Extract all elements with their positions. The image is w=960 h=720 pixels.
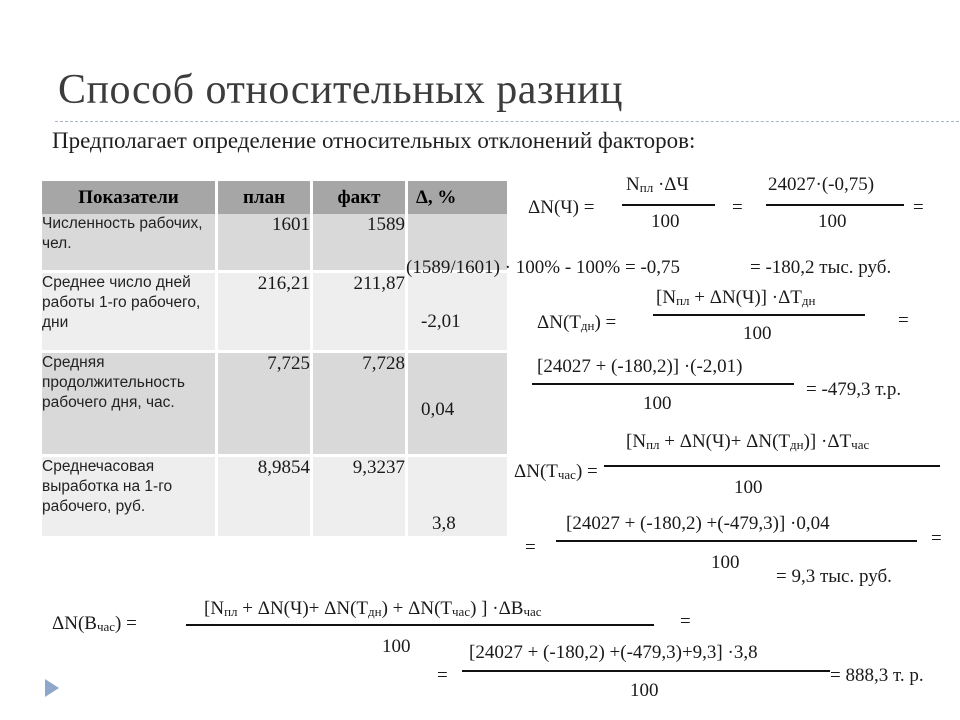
formula-ntchas-denominator: 100 xyxy=(734,477,763,498)
cell-fact: 211,87 xyxy=(312,271,407,351)
formula-nvchas-fraction-line xyxy=(186,624,654,626)
formula-nvchas-result: = 888,3 т. р. xyxy=(830,665,924,686)
formula-nvchas-numerator-values: [24027 + (-180,2) +(-479,3)+9,3] ·3,8 xyxy=(469,642,758,663)
formula-ntchas-result: = 9,3 тыс. руб. xyxy=(776,566,892,587)
formula-ntchas-numerator: $[N_{пл} + \Delta N(Ч)+ \Delta N(Т_{дн})] \cdot\Delta Т_{час}$ xyxy=(626,431,870,452)
cell-delta xyxy=(407,455,509,537)
cell-indicator: Средняя продолжительность рабочего дня, час. xyxy=(42,351,217,455)
formula-nvchas-denominator-2: 100 xyxy=(630,680,659,701)
formula-nvchas-equals-left: = xyxy=(437,665,448,686)
formula-ntchas-fraction-line xyxy=(604,465,940,467)
formula-nvchas-fraction-line-2 xyxy=(462,670,830,672)
cell-fact: 9,3237 xyxy=(312,455,407,537)
formula-nvchas-denominator: 100 xyxy=(382,636,411,657)
formula-nvchas-lhs: $\Delta N(В_{час})$ = xyxy=(52,613,137,634)
header-fact: факт xyxy=(312,181,407,214)
formula-ntdn-numerator-values: [24027 + (-180,2)] ·(-2,01) xyxy=(537,356,743,377)
cell-delta xyxy=(407,351,509,455)
cell-fact: 1589 xyxy=(312,214,407,271)
formula-ntdn-fraction-line-2 xyxy=(532,383,794,385)
formula-ntchas-equals-right: = xyxy=(931,528,942,549)
cell-fact: 7,728 xyxy=(312,351,407,455)
delta-value: 0,04 xyxy=(421,398,455,420)
table-row xyxy=(42,271,509,351)
delta-formula-workers: (1589/1601) · 100% - 100% = -0,75 xyxy=(406,257,681,278)
cell-plan: 7,725 xyxy=(217,351,312,455)
cell-indicator: Среднечасовая выработка на 1-го рабочего, руб. xyxy=(42,455,217,537)
formula-nch-denominator: 100 xyxy=(651,211,680,232)
cell-indicator: Численность рабочих, чел. xyxy=(42,214,217,271)
table-row xyxy=(42,455,509,537)
formula-ntdn-fraction-line xyxy=(653,314,865,316)
bullet-arrow-icon xyxy=(45,679,59,697)
cell-delta xyxy=(407,271,509,351)
formula-nch-denominator-2: 100 xyxy=(818,211,847,232)
formula-ntdn-numerator: $[N_{пл} + \Delta N(Ч)] \cdot\Delta Т_{дн}$ xyxy=(656,287,816,308)
formula-nch-numerator: $N_{пл} \cdot\Delta Ч$ xyxy=(626,174,689,195)
table-row xyxy=(42,351,509,455)
slide-title: Способ относительных разниц xyxy=(58,67,623,113)
formula-nch-fraction-line-2 xyxy=(766,204,904,206)
title-divider xyxy=(55,121,960,122)
formula-ntdn-denominator-2: 100 xyxy=(643,393,672,414)
header-delta: Δ, % xyxy=(407,181,509,214)
formula-ntdn-denominator: 100 xyxy=(743,323,772,344)
formula-ntchas-lhs: $\Delta N(Т_{час})$ = xyxy=(514,461,598,482)
formula-ntchas-denominator-2: 100 xyxy=(711,552,740,573)
slide-subtitle: Предполагает определение относительных отклонений факторов: xyxy=(52,128,696,153)
formula-nch-result: = -180,2 тыс. руб. xyxy=(750,257,892,278)
indicators-table xyxy=(42,181,510,539)
formula-ntdn-lhs: $\Delta N(Т_{дн})$ = xyxy=(537,312,617,333)
formula-nch-equals-2: = xyxy=(913,197,924,218)
formula-nch-equals: = xyxy=(732,197,743,218)
header-plan: план xyxy=(217,181,312,214)
cell-plan: 8,9854 xyxy=(217,455,312,537)
delta-value: 3,8 xyxy=(432,512,456,534)
formula-nvchas-numerator: [$N_{пл} + \Delta N(Ч)+ \Delta N(Т_{дн}) + \Delta N(Т_{час})$ ] $\cdot\Delta В_{час}$ xyxy=(204,598,542,619)
formula-nch-lhs: ΔN(Ч) = xyxy=(528,197,595,218)
cell-indicator: Среднее число дней работы 1-го рабочего, дни xyxy=(42,271,217,351)
cell-plan: 1601 xyxy=(217,214,312,271)
delta-value: -2,01 xyxy=(421,310,461,332)
formula-nch-fraction-line xyxy=(622,204,715,206)
header-indicator: Показатели xyxy=(42,181,217,214)
formula-nvchas-equals: = xyxy=(680,611,691,632)
cell-plan: 216,21 xyxy=(217,271,312,351)
formula-ntchas-fraction-line-2 xyxy=(556,540,917,542)
formula-nch-numerator-values: 24027·(-0,75) xyxy=(768,174,875,195)
table-header-row xyxy=(42,181,509,214)
formula-ntdn-result: = -479,3 т.р. xyxy=(806,379,902,400)
formula-ntchas-equals-left: = xyxy=(525,537,536,558)
formula-ntchas-numerator-values: [24027 + (-180,2) +(-479,3)] ·0,04 xyxy=(566,513,830,534)
formula-ntdn-equals: = xyxy=(898,310,909,331)
